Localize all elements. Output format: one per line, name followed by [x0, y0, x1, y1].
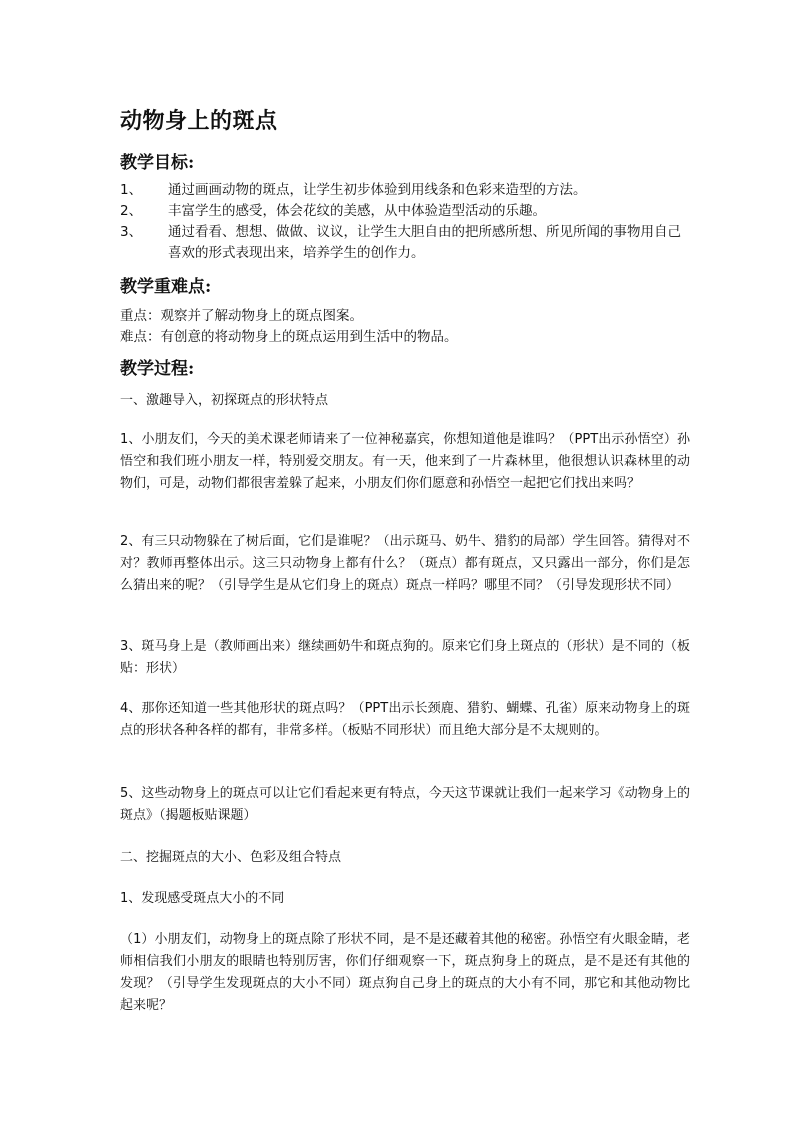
- process-paragraph: 2、有三只动物躲在了树后面，它们是谁呢？（出示斑马、奶牛、猎豹的局部）学生回答。猜得对不对？教师再整体出示。这三只动物身上都有什么？（斑点）都有斑点，又只露出一部分，你们是怎么猜出来的呢？（引导学生是从它们身上的斑点）斑点一样吗？哪里不同？（引导发现形状不同）: [120, 534, 690, 593]
- goal-text: 通过画画动物的斑点，让学生初步体验到用线条和色彩来造型的方法。: [168, 182, 587, 198]
- process-paragraph: 5、这些动物身上的斑点可以让它们看起来更有特点，今天这节课就让我们一起来学习《动物身上的斑点》（揭题板贴课题）: [120, 786, 690, 823]
- difficult-point: 难点：有创意的将动物身上的斑点运用到生活中的物品。: [120, 329, 458, 345]
- process-paragraph: 4、那你还知道一些其他形状的斑点吗？（PPT出示长颈鹿、猎豹、蝴蝶、孔雀）原来动物身上的斑点的形状各种各样的都有，非常多样。（板贴不同形状）而且绝大部分是不太规则的。: [120, 701, 690, 738]
- section-heading: 一、激趣导入，初探斑点的形状特点: [120, 393, 329, 408]
- subsection-heading: 1、发现感受斑点大小的不同: [120, 891, 285, 906]
- goal-number: 2、: [120, 203, 143, 219]
- page-title: 动物身上的斑点: [120, 108, 278, 134]
- process-paragraph: 3、斑马身上是（教师画出来）继续画奶牛和斑点狗的。原来它们身上斑点的（形状）是不同的（板贴：形状）: [120, 639, 690, 676]
- goals-heading: 教学目标:: [120, 153, 195, 173]
- goal-number: 3、: [120, 224, 143, 240]
- section-heading: 二、挖掘斑点的大小、色彩及组合特点: [120, 850, 342, 865]
- process-paragraph: 1、小朋友们，今天的美术课老师请来了一位神秘嘉宾，你想知道他是谁吗？（PPT出示孙悟空）孙悟空和我们班小朋友一样，特别爱交朋友。有一天，他来到了一片森林里，他很想认识森林里的动物们，可是，动物们都很害羞躲了起来，小朋友们你们愿意和孙悟空一起把它们找出来吗？: [120, 432, 690, 491]
- goal-text: 通过看看、想想、做做、议议，让学生大胆自由的把所感所想、所见所闻的事物用自己喜欢的形式表现出来，培养学生的创作力。: [168, 224, 681, 261]
- process-heading: 教学过程:: [120, 359, 195, 379]
- goal-number: 1、: [120, 182, 143, 198]
- key-point: 重点：观察并了解动物身上的斑点图案。: [120, 308, 363, 324]
- goal-text: 丰富学生的感受，体会花纹的美感，从中体验造型活动的乐趣。: [168, 203, 546, 219]
- process-paragraph: （1）小朋友们，动物身上的斑点除了形状不同，是不是还藏着其他的秘密。孙悟空有火眼金睛，老师相信我们小朋友的眼睛也特别厉害，你们仔细观察一下，斑点狗身上的斑点，是不是还有其他的发现？（引导学生发现斑点的大小不同）斑点狗自己身上的斑点的大小有不同，那它和其他动物比起来呢？: [120, 932, 690, 1013]
- key-heading: 教学重难点:: [120, 277, 212, 297]
